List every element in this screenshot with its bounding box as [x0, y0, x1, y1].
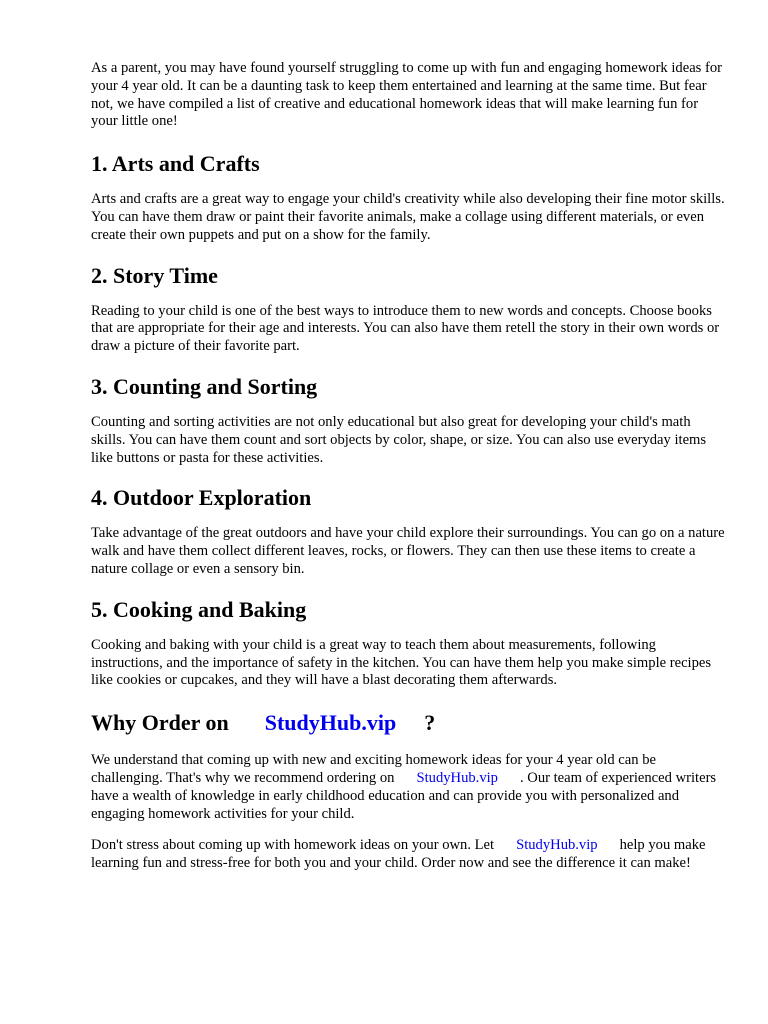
section-heading-story-time: 2. Story Time: [91, 262, 218, 288]
section-body-cooking-and-baking: Cooking and baking with your child is a great way to teach them about measurements, following instructions, and the importance of safety in the kitchen. You can have them help you make simple recipes like cookies or cupcakes, and they will have a blast decorating them afterwards.: [91, 636, 712, 689]
why-order-heading: [91, 710, 727, 736]
why-heading-text: Why Order on: [91, 710, 229, 736]
section-body-story-time: Reading to your child is one of the best ways to introduce them to new words and concepts. Choose books that are appropriate for their age and interests. You can also have them retell the story in their own words or draw a picture of their favorite part.: [91, 302, 720, 355]
document-page: [91, 60, 727, 873]
studyhub-link-2[interactable]: StudyHub.vip: [516, 837, 598, 854]
why-heading-question-mark: ?: [424, 710, 436, 736]
why-p2-text-before: Don't stress about coming up with homework ideas on your own. Let: [91, 837, 495, 854]
section-heading-cooking-and-baking: 5. Cooking and Baking: [91, 596, 307, 622]
why-p1-text-after: . Our team of experienced writers have a wealth of knowledge in early childhood education and can provide you with personalized and engaging homework activities for your child.: [91, 769, 717, 822]
why-p1-text-before: We understand that coming up with new and exciting homework ideas for your 4 year old can be challenging. That's why we recommend ordering on: [91, 752, 656, 786]
intro-paragraph: As a parent, you may have found yourself struggling to come up with fun and engaging homework ideas for your 4 year old. It can be a daunting task to keep them entertained and learning at the same time. But fear not, we have compiled a list of creative and educational homework ideas that will make learning fun for your little one!: [91, 60, 723, 130]
why-paragraph-2: [91, 837, 727, 873]
section-heading-arts-and-crafts: 1. Arts and Crafts: [91, 151, 260, 177]
section-heading-counting-and-sorting: 3. Counting and Sorting: [91, 373, 318, 399]
section-heading-outdoor-exploration: 4. Outdoor Exploration: [91, 485, 312, 511]
section-body-outdoor-exploration: Take advantage of the great outdoors and have your child explore their surroundings. You can go on a nature walk and have them collect different leaves, rocks, or flowers. They can then use these items to create a nature collage or even a sensory bin.: [91, 525, 725, 577]
studyhub-heading-link[interactable]: StudyHub.vip: [264, 710, 397, 736]
studyhub-link-1[interactable]: StudyHub.vip: [416, 769, 498, 786]
why-p2-text-after: help you make learning fun and stress-free for both you and your child. Order now and see the difference it can make!: [91, 837, 706, 872]
section-body-counting-and-sorting: Counting and sorting activities are not only educational but also great for developing your child's math skills. You can have them count and sort objects by color, shape, or size. You can also use everyday items like buttons or pasta for these activities.: [91, 413, 707, 466]
why-paragraph-1: [91, 752, 727, 823]
section-body-arts-and-crafts: Arts and crafts are a great way to engage your child's creativity while also developing their fine motor skills. You can have them draw or paint their favorite animals, make a collage using different materials, or even create their own puppets and put on a show for the family.: [91, 191, 725, 243]
